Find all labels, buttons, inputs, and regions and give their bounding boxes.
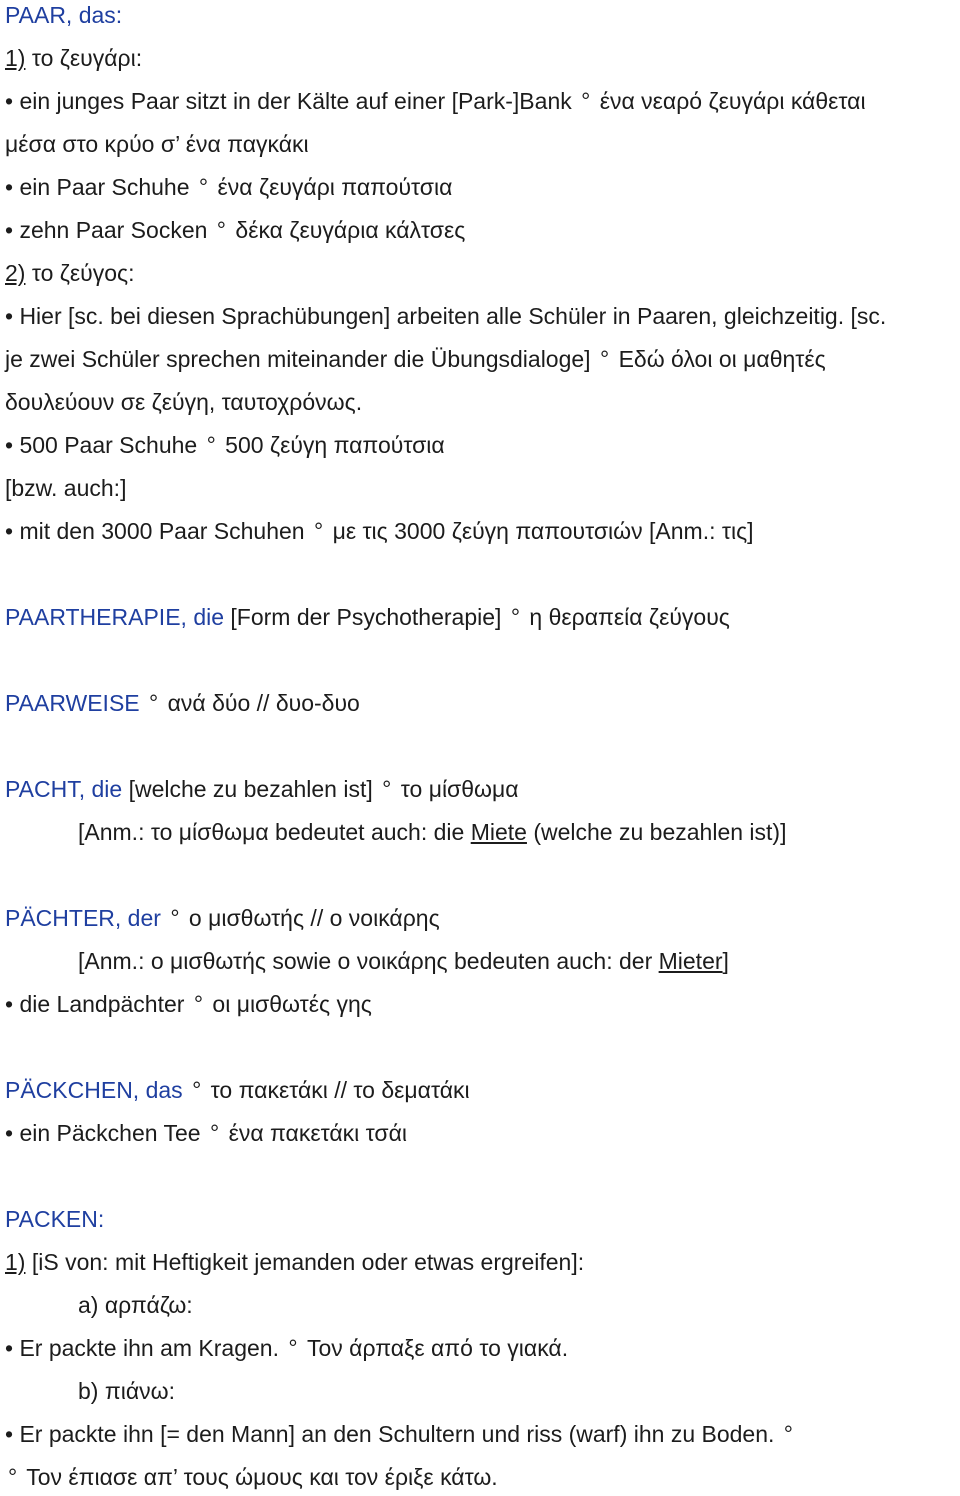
entry-paartherapie: PAARTHERAPIE, die [Form der Psychotherapie] ° η θεραπεία ζεύγους xyxy=(5,604,730,630)
example-line: • ein Paar Schuhe ° ένα ζευγάρι παπούτσια xyxy=(5,174,453,200)
headword-paechter: PÄCHTER, der xyxy=(5,905,161,931)
note-line: [Anm.: ο μισθωτής sowie ο νοικάρης bedeuten auch: der Mieter] xyxy=(78,948,729,974)
entry-paarweise: PAARWEISE ° ανά δύο // δυο-δυο xyxy=(5,690,360,716)
subsense-b: b) πιάνω: xyxy=(78,1378,175,1404)
example-translation: ° Τον έπιασε απ’ τους ώμους και τον έριξε κάτω. xyxy=(8,1464,498,1490)
cross-reference-miete: Miete xyxy=(470,819,527,845)
example-line: • die Landpächter ° οι μισθωτές γης xyxy=(5,991,372,1017)
example-line: • Er packte ihn am Kragen. ° Τον άρπαξε από το γιακά. xyxy=(5,1335,569,1361)
note-line: [bzw. auch:] xyxy=(5,475,127,501)
entry-paeckchen: PÄCKCHEN, das ° το πακετάκι // το δεματάκι xyxy=(5,1077,470,1103)
sense-1-paar: 1) το ζευγάρι: xyxy=(5,45,143,71)
subsense-a: a) αρπάζω: xyxy=(78,1292,193,1318)
example-line: • 500 Paar Schuhe ° 500 ζεύγη παπούτσια xyxy=(5,432,445,458)
example-continuation: je zwei Schüler sprechen miteinander die Übungsdialoge] ° Εδώ όλοι οι μαθητές xyxy=(5,346,826,372)
headword-packen: PACKEN: xyxy=(5,1206,105,1232)
headword-paarweise: PAARWEISE xyxy=(5,690,140,716)
example-line: • mit den 3000 Paar Schuhen ° με τις 3000 ζεύγη παπουτσιών [Anm.: τις] xyxy=(5,518,754,544)
example-line: • ein Päckchen Tee ° ένα πακετάκι τσάι xyxy=(5,1120,408,1146)
note-line: [Anm.: το μίσθωμα bedeutet auch: die Miete (welche zu bezahlen ist)] xyxy=(78,819,787,845)
headword-paeckchen: PÄCKCHEN, das xyxy=(5,1077,183,1103)
sense-2-paar: 2) το ζεύγος: xyxy=(5,260,135,286)
example-line: • Er packte ihn [= den Mann] an den Schultern und riss (warf) ihn zu Boden. ° xyxy=(5,1421,793,1447)
headword-paartherapie: PAARTHERAPIE, die xyxy=(5,604,225,630)
headword-paar: PAAR, das: xyxy=(5,2,123,28)
example-line: • zehn Paar Socken ° δέκα ζευγάρια κάλτσες xyxy=(5,217,466,243)
cross-reference-mieter: Mieter xyxy=(658,948,723,974)
entry-pacht: PACHT, die [welche zu bezahlen ist] ° το μίσθωμα xyxy=(5,776,519,802)
sense-1-packen: 1) [iS von: mit Heftigkeit jemanden oder etwas ergreifen]: xyxy=(5,1249,585,1275)
headword-pacht: PACHT, die xyxy=(5,776,123,802)
entry-paechter: PÄCHTER, der ° ο μισθωτής // ο νοικάρης xyxy=(5,905,440,931)
example-line: • ein junges Paar sitzt in der Kälte auf einer [Park-]Bank ° ένα νεαρό ζευγάρι κάθεται xyxy=(5,88,866,114)
example-continuation: δουλεύουν σε ζεύγη, ταυτοχρόνως. xyxy=(5,389,363,415)
example-continuation: μέσα στο κρύο σ’ ένα παγκάκι xyxy=(5,131,309,157)
example-line: • Hier [sc. bei diesen Sprachübungen] arbeiten alle Schüler in Paaren, gleichzeitig. [sc. xyxy=(5,303,887,329)
